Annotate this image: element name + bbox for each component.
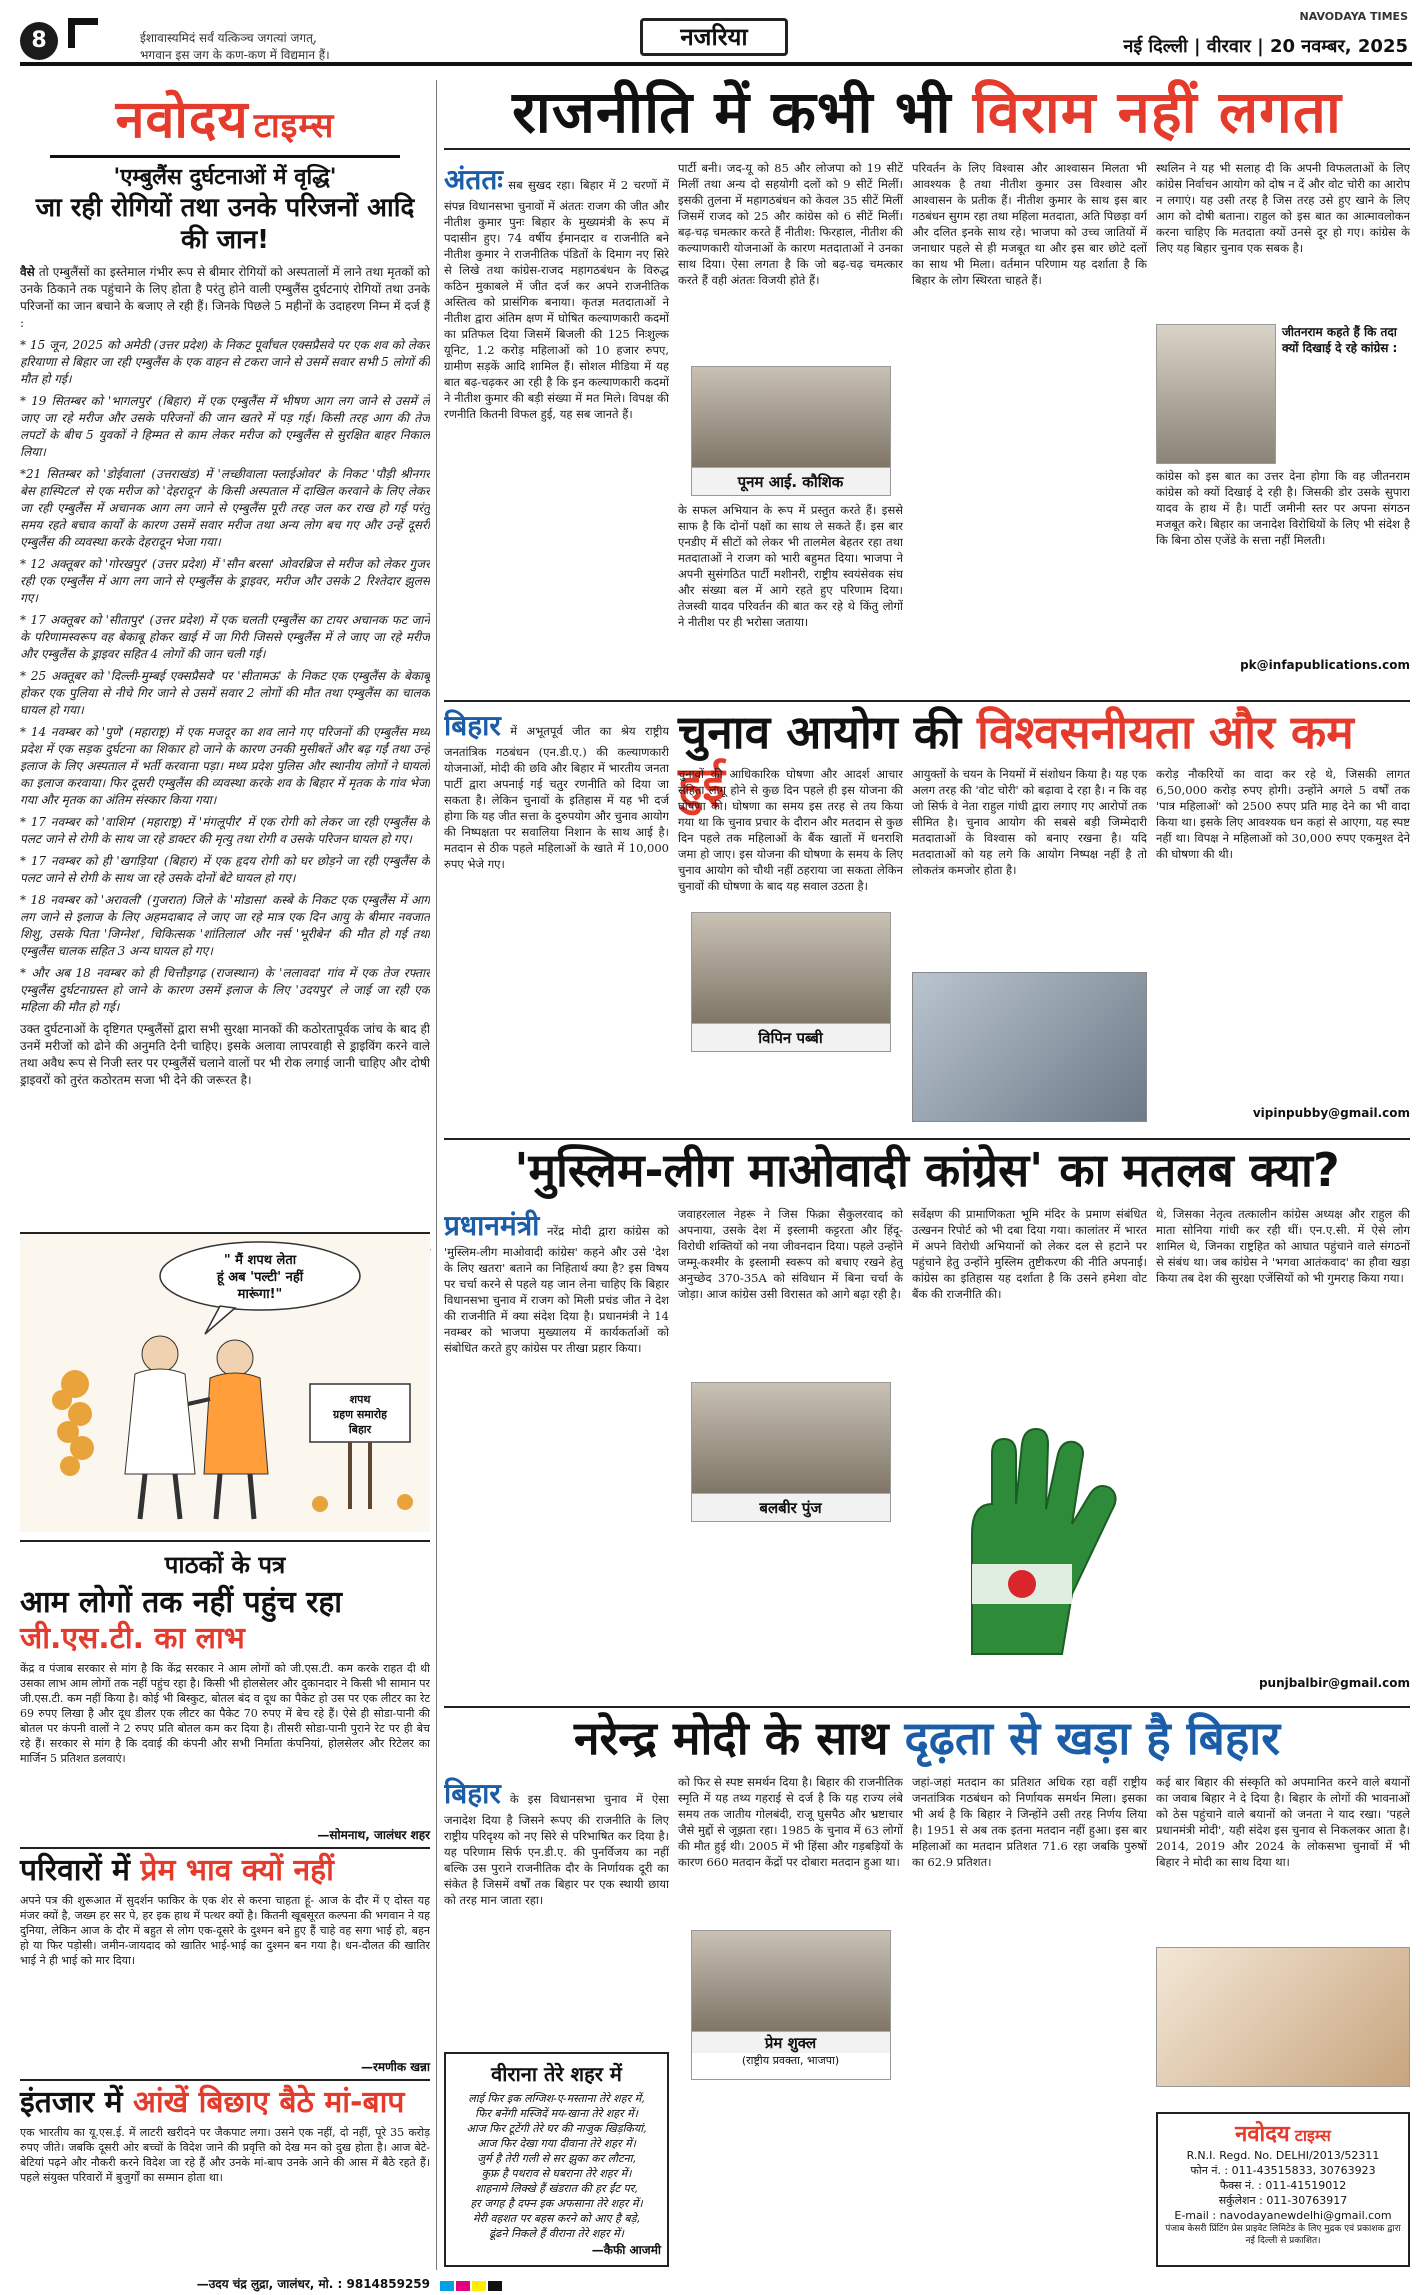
bubble-line: हूं अब 'पल्टी' नहीं <box>216 1270 304 1285</box>
article2-kicker: बिहार <box>444 709 501 742</box>
lead-word: वैसे <box>20 265 35 279</box>
incident-item: * 14 नवम्बर को 'पुणे' (महाराष्ट्र) में एक मजदूर का शव लाने गए परिजनों की एम्बुलैंस मध्य प्रदेश में एक सड़क दुर्घटना का शिकार हो जाने के कारण उनकी मुसीबतें और बढ़ गईं तथा उन्हें इलाज के लिए अस्पताल में भर्ती करवाना पड़ा। मध्य प्रदेश पुलिस और स्थानीय लोगों ने घायलों का इलाज करवाया। फिर दूसरी एम्बुलैंस की व्यवस्था करके शव के बिहार में मृतक के गांव भेजा गया और मृतक का अंतिम संस्कार किया गया। <box>20 725 430 807</box>
editorial <box>20 78 430 1226</box>
poem-line: लाई फिर इक लग्जिश-ए-मस्ताना तेरे शहर में, <box>468 2092 645 2105</box>
article1-headline-a: राजनीति में कभी भी <box>512 78 952 146</box>
article1-headline <box>444 80 1410 150</box>
article4-headline-b: दृढ़ता से खड़ा है बिहार <box>904 1711 1281 1765</box>
election-commission-photo <box>912 972 1147 1122</box>
author-photo <box>692 1383 890 1493</box>
editorial-brand <box>20 82 430 153</box>
article2-byline <box>691 912 891 1052</box>
article1-col4 <box>1156 160 1410 690</box>
article1-col1 <box>444 160 669 690</box>
modi-photo <box>1156 1947 1410 2087</box>
page-header <box>0 0 1428 78</box>
hand-symbol-icon <box>912 1414 1147 1664</box>
poem-box <box>444 2052 669 2267</box>
article2-email: vipinpubby@gmail.com <box>1252 1106 1410 1120</box>
page-number: 8 <box>20 22 58 60</box>
article4-col2 <box>678 1774 903 2269</box>
article3-text-c: सर्वेक्षण की प्रामाणिकता भूमि मंदिर के प्रमाण संबंधित उत्खनन रिपोर्ट को भी दबा दिया गया। कालांतर में भारत में अपने विरोधी अभियानों को लेकर दल से हटाने पर पहुंचाने हेतु उन्होंने मुस्लिम तुष्टीकरण की नीति अपनाई। कांग्रेस का इतिहास यह दर्शाता है कि उसने हमेशा वोट बैंक की राजनीति की। <box>912 1207 1147 1301</box>
cartoon-bubble <box>170 1252 350 1303</box>
author-name: प्रेम शुक्ल <box>692 2031 890 2053</box>
poem-line: फिर बनेंगी मस्जिदें मय-खाना तेरे शहर में। <box>475 2107 638 2120</box>
poem-title: वीराना तेरे शहर में <box>491 2062 622 2086</box>
letters-divider <box>20 1847 430 1849</box>
imprint-email-line <box>1162 2208 1404 2223</box>
article-4 <box>444 1712 1410 2272</box>
board-line: शपथ <box>349 1393 371 1406</box>
article3-byline <box>691 1382 891 1522</box>
corner-mark-icon <box>68 18 98 48</box>
poem-line: जुर्म है तेरी गली से सर झुका कर लौटना, <box>477 2152 636 2165</box>
imprint-reg: R.N.I. Regd. No. DELHI/2013/52311 <box>1186 2149 1380 2162</box>
letter2-title-a: परिवारों में <box>20 1853 130 1888</box>
poem-body <box>452 2091 661 2241</box>
letter1-title <box>20 1585 430 1657</box>
letter3-title <box>20 2085 430 2121</box>
article3-headline-b: का मतलब क्या? <box>1059 1143 1340 1197</box>
column-divider <box>436 80 437 2270</box>
editorial-title-2: जा रही रोगियों तथा उनके परिजनों आदि की जान! <box>35 193 415 255</box>
article4-col1 <box>444 1774 669 2044</box>
article4-headline-a: नरेन्द्र मोदी के साथ <box>573 1711 889 1765</box>
article2-col2 <box>678 766 903 1131</box>
lead-text: तो एम्बुलैंसों का इस्तेमाल गंभीर रूप से बीमार रोगियों को अस्पतालों में लाने तथा मृतकों को उनके ठिकाने तक पहुंचाने के लिए होता है परंतु होने वाली एम्बुलैंस दुर्घटनाएं रोगियों तथा उनके परिजनों का जान बचाने के बजाए ले रही हैं। जिनके पिछले 5 महीनों के उदाहरण निम्न में दर्ज हैं : <box>20 265 430 330</box>
article2-col4 <box>1156 766 1410 1131</box>
black-swatch <box>488 2281 502 2291</box>
poem-line: हर जगह है दफ्न इक अफसाना तेरे शहर में। <box>470 2197 643 2210</box>
article-3 <box>444 1144 1410 1704</box>
letter1-body: केंद्र व पंजाब सरकार से मांग है कि केंद्र सरकार ने आम लोगों को जी.एस.टी. कम करके राहत दी थी उसका लाभ आम लोगों तक नहीं पहुंच रहा है। किसी भी होलसेलर और दुकानदार ने किसी भी सामान पर जी.एस.टी. कम नहीं किया है। कोई भी बिस्कुट, बोतल बंद व दूध का पैकेट हो उस पर एक लीटर का रेट 69 रुपए लिखा है और दूध डीलर एक लीटर का पैकेट 70 रुपए में बेच रहे हैं। ऐसे ही सोडा-पानी की बोतल पर कंपनी वालों ने 2 रुपए प्रति बोतल कम कर दिया है। तीसरी सोडा-पानी पुराने रेट पर ही बेच रहे हैं। सरकार से मांग है कि दवाई की कंपनी और सभी निर्माता कंपनियां, होलसेलर और रिटेलर का मार्जिन 5 प्रतिशत डलवाएं। <box>20 1662 430 1765</box>
incident-item: * और अब 18 नवम्बर को ही चित्तौड़गढ़ (राजस्थान) के 'ललावदा' गांव में एक तेज रफ्तार एम्बुलैंस दुर्घटनाग्रस्त हो जाने के कारण उसमें इलाज के लिए 'उदयपुर' ले जाई जा रही एक महिला की मौत हो गई। <box>20 966 430 1014</box>
imprint-phone: फोन नं. : 011-43515833, 30763923 <box>1190 2164 1376 2177</box>
article4-text-c: जहां-जहां मतदान का प्रतिशत अधिक रहा वहीं राष्ट्रीय जनतांत्रिक गठबंधन को निर्णायक समर्थन मिला। इसका भी अर्थ है कि बिहार ने जिन्होंने उसी तरह निर्णय लिया है। 1951 से अब तक इतना मतदान नहीं हुआ। इस बार महिलाओं का मतदान प्रतिशत 71.6 रहा जबकि पुरुषों का 62.9 प्रतिशत। <box>912 1775 1147 1869</box>
imprint-circulation: सर्कुलेशन : 011-30763917 <box>1218 2194 1348 2207</box>
article1-text-d: परिवर्तन के लिए विश्वास और आश्वासन मिलता भी आवश्यक है तथा नीतीश कुमार उस विश्वास और आश्वासन के प्रतीक हैं। नीतीश कुमार के साथ इस बार गठबंधन सुगम रहा तथा महिला मतदाता, अति पिछड़ा वर्ग और दलित इनके साथ रहे। भाजपा को उच्च जातियों में जनाधार पहले से ही मजबूत था और इस बार छोटे दलों का साथ भी मिला। वर्तमान परिणाम यह दर्शाता है कि बिहार के लोग स्थिरता चाहते हैं। <box>912 161 1147 287</box>
imprint-email-label: E-mail : <box>1174 2209 1217 2222</box>
incident-item: * 15 जून, 2025 को अमेठी (उत्तर प्रदेश) के निकट पूर्वांचल एक्सप्रैसवे पर एक शव को लेकर हरियाणा से बिहार जा रही एम्बुलैंस के एक वाहन से टकरा जाने से उसमें सवार सभी 5 लोगों की मौत हो गई। <box>20 338 430 386</box>
letter1-signature: —सोमनाथ, जालंधर शहर <box>317 1828 430 1842</box>
imprint-brand <box>1162 2118 1404 2148</box>
poem-line: मेरी वहशत पर बहस करने को आए है बड़े, <box>472 2212 641 2225</box>
editorial-body <box>20 264 430 1244</box>
bubble-line: " मैं शपथ लेता <box>223 1253 297 1268</box>
section-title: नजरिया <box>640 18 788 56</box>
article1-text <box>444 160 669 690</box>
incident-item: * 25 अक्तूबर को 'दिल्ली-मुम्बई एक्सप्रैसवे' पर 'सीतामऊ' के निकट एक एम्बुलैंस के बेकाबू होकर एक पुलिया से नीचे गिर जाने से उसमें सवार 2 लोगों की मौत तथा एम्बुलैंस का चालक घायल हो गया। <box>20 669 430 717</box>
article2-col3 <box>912 766 1147 1131</box>
letter2-title <box>20 1853 430 1889</box>
poem-line: ढूंढने निकले हैं वीराना तेरे शहर में। <box>489 2227 624 2240</box>
congress-hand-graphic <box>912 1414 1147 1664</box>
poem-line: आज फिर देखा गया दीवाना तेरे शहर में। <box>477 2137 636 2150</box>
article2-text-a: में अभूतपूर्व जीत का श्रेय राष्ट्रीय जनतांत्रिक गठबंधन (एन.डी.ए.) की कल्याणकारी योजनाओं, मोदी की छवि और बिहार में भारतीय जनता पार्टी द्वारा अपनाई गई चतुर रणनीति को दिया जा सकता है। लेकिन चुनावों के इतिहास में यह भी दर्ज होगा कि यह जीत सत्ता के दुरुपयोग और चुनाव आयोग की निष्पक्षता पर सवालिया निशान के साथ आई है। मतदान से ठीक पहले महिलाओं के खाते में 10,000 रुपए भेजे गए। <box>444 724 669 871</box>
article3-headline <box>444 1144 1410 1196</box>
header-rule <box>20 62 1412 66</box>
incident-item: * 17 नवम्बर को 'वाशिम' (महाराष्ट्र) में 'मंगलूपीर' में एक रोगी को लेकर जा रही एम्बुलैंस के पलट जाने से रोगी के साथ जा रहे डाक्टर की मृत्यु तथा रोगी व उसके परिजन घायल हो गए। <box>20 815 430 846</box>
incident-item: * 19 सितम्बर को 'भागलपुर' (बिहार) में एक एम्बुलैंस में भीषण आग लग जाने से उसमें ले जाए जा रहे मरीज और उसके परिजनों की जान खतरे में पड़ गई। किसी तरह आग की तेज लपटों के बीच 5 युवकों ने हिम्मत से काम लेकर मरीज को एम्बुलैंस से सुरक्षित बाहर निकाल लिया। <box>20 394 430 459</box>
article-2 <box>444 706 1410 1136</box>
letter2-body: अपने पत्र की शुरूआत में सुदर्शन फाकिर के एक शेर से करना चाहता हूं- आज के दौर में ए दोस्त यह मंजर क्यों है, जख्म हर सर पे, हर इक हाथ में पत्थर क्यों है। कितनी खूबसूरत कल्पना की भगवान ने यह दुनिया, लेकिन आज के दौर में बहुत से लोग एक-दूसरे के दुश्मन बने हुए हैं चाहे वह सगा भाई हो, बहन हो या फिर पड़ोसी। जमीन-जायदाद को खातिर भाई-भाई का दुश्मन बन गया है। धन-दौलत की खातिर भाई ने ही भाई को मार दिया। <box>20 1894 430 1967</box>
magenta-swatch <box>456 2281 470 2291</box>
article2-headline-b: विश्वसनीयता और कम हुई <box>678 705 1354 811</box>
incident-item: * 18 नवम्बर को 'अरावली' (गुजरात) जिले के 'मोडासा' कस्बे के निकट एक एम्बुलैंस में आग लग जाने से इलाज के लिए अहमदाबाद ले जाए जा रहे मात्र एक दिन आयु के बीमार नवजात शिशु, उसके पिता 'जिग्नेश', चिकित्सक 'शांतिलाल' और नर्स 'भूरीबेन' की मौत हो गई तथा एम्बुलैंस चालक सहित 3 अन्य घायल हो गए। <box>20 893 430 958</box>
article4-text-d: कई बार बिहार की संस्कृति को अपमानित करने वाले बयानों का जवाब बिहार ने दे दिया है। बिहार के लोगों की भावनाओं को ठेस पहुंचाने वाले बयानों को जनता ने याद रखा। 'पहले प्रधानमंत्री मोदी', यही संदेश इस चुनाव से निकलकर आता है। 2014, 2019 और 2024 के लोकसभा चुनावों में भी बिहार ने मोदी का साथ दिया था। <box>1156 1775 1410 1869</box>
letter3-signature: —उदय चंद्र लुद्रा, जालंधर, मो. : 9814859259 <box>196 2277 430 2291</box>
letters <box>20 1540 430 2291</box>
imprint-fax: फैक्स नं. : 011-41519012 <box>1219 2179 1347 2192</box>
brand-name: नवोदय <box>115 89 249 150</box>
article1-text-c: के सफल अभियान के रूप में प्रस्तुत करते हैं। इससे साफ है कि दोनों पक्षों का साथ ले सकते हैं। इस बार एनडीए में सीटों को लेकर भी तालमेल बेहतर रहा तथा मतदाताओं ने राजग को भारी बहुमत दिया। भाजपा ने अपनी सुसंगठित पार्टी मशीनरी, राष्ट्रीय स्वयंसेवक संघ और संख्या बल में आगे रहते हुए परिणाम दिया। तेजस्वी यादव परिवर्तन की बात कर रहे थे किंतु लोगों ने नीतीश पर ही भरोसा जताया। <box>678 503 903 629</box>
incident-item: * 17 अक्तूबर को 'सीतापुर' (उत्तर प्रदेश) में एक चलती एम्बुलैंस का टायर अचानक फट जाने के परिणामस्वरूप वह बेकाबू होकर खाई में जा गिरी जिससे एम्बुलैंस में ले जाए जा रहे मरीज और एम्बुलैंस के ड्राइवर सहित 4 लोगों की जान चली गई। <box>20 613 430 661</box>
article4-col4 <box>1156 1774 1410 2104</box>
article2-text-b: चुनावों की आधिकारिक घोषणा और आदर्श आचार संहिता लागू होने से कुछ दिन पहले ही इस योजना की घोषणा की। घोषणा का समय इस तरह से तय किया गया था कि चुनाव प्रचार के दौरान और मतदान से कुछ दिन पहले तक महिलाओं के बैंक खातों में धनराशि जमा हो जाए। इस योजना की घोषणा के समय के लिए चुनाव आयोग को चौथी नहीं ठहराया जा सकता लेकिन चुनावों की घोषणा के बाद यह सवाल उठता है। <box>678 767 903 893</box>
letter1-title-a: आम लोगों तक नहीं पहुंच रहा <box>20 1585 343 1620</box>
letter1-title-b: जी.एस.टी. का लाभ <box>20 1621 245 1656</box>
article3-col1 <box>444 1206 669 1701</box>
author-name: पूनम आई. कौशिक <box>692 467 890 495</box>
cyan-swatch <box>440 2281 454 2291</box>
article3-col2 <box>678 1206 903 1701</box>
letters-divider <box>20 2079 430 2081</box>
article3-kicker: प्रधानमंत्री <box>444 1209 540 1242</box>
brand-rule <box>50 155 400 158</box>
imprint-email[interactable]: navodayanewdelhi@gmail.com <box>1219 2209 1392 2222</box>
article1-byline <box>691 366 891 496</box>
article1-photo <box>1156 324 1276 464</box>
article3-text-a: नरेंद्र मोदी द्वारा कांग्रेस को 'मुस्लिम-लीग माओवादी कांग्रेस' कहने और उसे 'देश के लिए खतरा' बताने का निहितार्थ क्या है? इस विषय पर चर्चा करने से पहले यह जान लेना चाहिए कि बिहार विधानसभा चुनाव में राजग को मिली प्रचंड जीत ने देश की राजनीति में क्या संदेश दिया है। प्रधानमंत्री ने 14 नवम्बर को भाजपा मुख्यालय में कार्यकर्ताओं को संबोधित करते हुए कांग्रेस पर तीखा प्रहार किया। <box>444 1224 669 1355</box>
article3-text-d: थे, जिसका नेतृत्व तत्कालीन कांग्रेस अध्यक्ष और राहुल की माता सोनिया गांधी कर रही थीं। एन.ए.सी. में ऐसे लोग शामिल थे, जिनका राष्ट्रहित को आघात पहुंचाने वाले संगठनों से संबंध था। जब कांग्रेस ने 'भगवा आतंकवाद' का हौवा खड़ा किया तब देश की सुरक्षा एजेंसियों को भी गुमराह किया गया। <box>1156 1207 1410 1285</box>
yellow-swatch <box>472 2281 486 2291</box>
article1-kicker: अंततः <box>444 163 503 196</box>
paper-name: NAVODAYA TIMES <box>1299 10 1408 23</box>
editorial-title-1: 'एम्बुलैंस दुर्घटनाओं में वृद्धि' <box>113 165 337 190</box>
section-divider <box>444 1706 1410 1708</box>
article4-text-b: को फिर से स्पष्ट समर्थन दिया है। बिहार की राजनीतिक स्मृति में यह तथ्य गहराई से दर्ज है कि यह राज्य लंबे समय तक जातीय गोलबंदी, राजू घुसपैठ और भ्रष्टाचार जैसे मुद्दों से जूझता रहा। 1985 के चुनाव में 63 लोगों की मौत हुई थी। 2005 में भी हिंसा और गड़बड़ियों के कारण 660 मतदान केंद्रों पर दोबारा मतदान हुआ था। <box>678 1775 903 1869</box>
author-role: (राष्ट्रीय प्रवक्ता, भाजपा) <box>741 2054 840 2067</box>
author-name: विपिन पब्बी <box>692 1023 890 1051</box>
poem-line: कुफ्र है पथराव से घबराना तेरे शहर में। <box>481 2167 632 2180</box>
letters-title: पाठकों के पत्र <box>164 1551 286 1579</box>
article2-col1 <box>444 706 669 1131</box>
article4-col3 <box>912 1774 1147 2269</box>
article1-text-a: सब सुखद रहा। बिहार में 2 चरणों में संपन्न विधानसभा चुनावों में अंततः राजग की जीत और नीतीश कुमार पुनः बिहार के मुख्यमंत्री के रूप में पदासीन हुए। 74 वर्षीय ईमानदार व राजनीति बने नीतीश कुमार ने राजनीतिक पंडितों के दिमाग नए सिरे से लिखे तथा कांग्रेस-राजद महागठबंधन के विरुद्ध कठिन मुकाबले में जीत दर्ज कर अपने राजनीतिक अस्तित्व को प्रासंगिक बनाया। कृतज्ञ मतदाताओं ने नीतीश द्वारा अंतिम क्षण में घोषित कल्याणकारी कदमों का प्रतिफल दिया जिसमें बिजली की 125 निःशुल्क यूनिट, 1.2 करोड़ महिलाओं को 10 हजार रुपए, ग्रामीण सड़कें आदि शामिल हैं। सोशल मीडिया में यह बात बढ़-चढ़कर आ रही है कि इन कल्याणकारी कदमों ने नीतीश कुमार की बड़ी संख्या में मत मिले। विपक्ष की रणनीति कितनी विफल हुई, यह सब जानते हैं। <box>444 178 669 421</box>
registration-marks <box>440 2276 504 2295</box>
article1-photo-block <box>1156 324 1410 464</box>
editorial-closing: उक्त दुर्घटनाओं के दृष्टिगत एम्बुलैंसों द्वारा सभी सुरक्षा मानकों की कठोरतापूर्वक जांच के बाद ही उनमें मरीजों को ढोने की अनुमति देनी चाहिए। इसके अलावा लापरवाही से ड्राइविंग करने वाले तथा अवैध रूप से निजी स्तर पर एम्बुलैंसें चलाने वालों पर भी रोक लगाई जानी चाहिए और दोषी ड्राइवरों को तुरंत कठोरतम सजा भी देने की जरूरत है। <box>20 1022 430 1087</box>
article1-text-f: कांग्रेस को इस बात का उत्तर देना होगा कि वह जीतनराम कांग्रेस को क्यों दिखाई दे रही है। जिसकी डोर उसके सुपारा यादव के हाथ में है। पार्टी जमीनी स्तर पर अपना संगठन मजबूत करे। बिहार का जनादेश विरोधियों के लिए भी संदेश है कि बिना ठोस एजेंडे के सत्ता नहीं मिलती। <box>1156 469 1410 547</box>
imprint-note: पंजाब केसरी प्रिंटिंग प्रेस प्राइवेट लिमिटेड के लिए मुद्रक एवं प्रकाशक द्वारा नई दिल्ली से प्रकाशित। <box>1165 2224 1401 2246</box>
incident-item: * 12 अक्तूबर को 'गोरखपुर' (उत्तर प्रदेश) में 'सौन बरसा' ओवरब्रिज से मरीज को लेकर गुजर रही एक एम्बुलैंस में आग लग जाने से एम्बुलैंस के ड्राइवर, मरीज और उसके 2 रिश्तेदार झुलस गए। <box>20 557 430 605</box>
article1-col2 <box>678 160 903 690</box>
letter2-title-b: प्रेम भाव क्यों नहीं <box>140 1853 334 1888</box>
article1-headline-b: विराम नहीं लगता <box>972 78 1342 146</box>
article1-text-e: स्थलिन ने यह भी सलाह दी कि अपनी विफलताओं के लिए कांग्रेस निर्वाचन आयोग को दोष न दें और वोट चोरी का आरोप न लगाएं। यह उसी तरह है जिस तरह उसे हुए खाने के लिए आग को दोषी बताना। राहुल को इस बात का आत्मावलोकन करना चाहिए कि मतदाता क्यों उनसे दूर हो गए। कांग्रेस के लिए यह बिहार चुनाव एक सबक है। <box>1156 161 1410 255</box>
board-line: ग्रहण समारोह <box>333 1408 387 1421</box>
article1-text-b: पार्टी बनी। जद-यू को 85 और लोजपा को 19 सीटें मिलीं तथा अन्य दो सहयोगी दलों को 9 सीटें मिलीं। इसकी तुलना में महागठबंधन को केवल 35 सीटें मिलीं जिसमें राजद को 25 और कांग्रेस को 6 सीटें मिलीं। बढ़-चढ़ चमत्कार करते हैं नीतीश: फिरहाल, नीतीश की कल्याणकारी योजनाओं के कारण मतदाताओं ने उनका साथ दिया। ऐसा लगता है कि जो बढ़-चढ़ चमत्कार करते हैं वही अंततः विजयी होते हैं। <box>678 161 903 287</box>
article3-email: punjbalbir@gmail.com <box>1258 1676 1410 1690</box>
article1-subhead: जीतनराम कहते हैं कि तदा क्यों दिखाई दे रहे कांग्रेस : <box>1282 325 1398 355</box>
author-photo <box>692 367 890 467</box>
article4-kicker: बिहार <box>444 1777 501 1810</box>
article4-headline <box>444 1712 1410 1764</box>
poem-signature: —कैफी आजमी <box>591 2243 661 2257</box>
article2-headline-a: चुनाव आयोग की <box>678 705 962 759</box>
article4-byline <box>691 1930 891 2080</box>
article2-text-d: करोड़ नौकरियों का वादा कर रहे थे, जिसकी लागत 6,50,000 करोड़ रुपए होगी। उन्होंने अगले 5 वर्षों तक 'पात्र महिलाओं' को 2500 रुपए प्रति माह देने का भी वादा किया था। इसके लिए आवश्यक धन कहां से आएगा, यह स्पष्ट नहीं था। विपक्ष ने महिलाओं को 30,000 रुपए एकमुश्त देने की घोषणा की थी। <box>1156 767 1410 861</box>
letter2-signature: —रमणीक खन्ना <box>360 2060 430 2074</box>
section-divider <box>444 700 1410 702</box>
poem-line: शाहनामे लिक्खे हैं खंडरात की हर ईंट पर, <box>475 2182 638 2195</box>
quote-line-1: ईशावास्यमिदं सर्वं यत्किञ्च जगत्यां जगत्, <box>140 31 317 45</box>
author-photo <box>692 913 890 1023</box>
bubble-line: मारूंगा!" <box>237 1287 283 1302</box>
article4-text-a: के इस विधानसभा चुनाव में ऐसा जनादेश दिया है जिसने रूपए की राजनीति के लिए राष्ट्रीय परिदृश्य को नए सिरे से परिभाषित कर दिया है। यह परिणाम सिर्फ एन.डी.ए. की पुनर्विजय का नहीं बल्कि उस पुराने राजनीतिक दौर के निर्णायक दूरी का संकेत है जिसमें वर्षों तक बिहार पर एक स्थायी छाया को तरह मान जाता रहा। <box>444 1792 669 1907</box>
cartoon <box>20 1232 430 1532</box>
cartoon-board <box>310 1392 410 1437</box>
letter3-title-a: इंतजार में <box>20 2085 123 2120</box>
article2-text-c: आयुक्तों के चयन के नियमों में संशोधन किया है। यह एक अलग तरह की 'वोट चोरी' को बढ़ावा दे रहा है। न कि वह जो सिर्फ वे नेता राहुल गांधी द्वारा लगाए गए आरोपों तक सीमित है। चुनाव आयोग की सबसे बड़ी जिम्मेदारी मतदाताओं के विश्वास को बनाए रखना है। यदि मतदाताओं को यह लगे कि आयोग निष्पक्ष नहीं है तो लोकतंत्र कमजोर होता है। <box>912 767 1147 877</box>
board-line: बिहार <box>348 1423 372 1436</box>
article3-col4 <box>1156 1206 1410 1701</box>
article3-text-b: जवाहरलाल नेहरू ने जिस फिक्रा सैकुलरवाद को अपनाया, उसके देश में इस्लामी कट्टरता और हिंदू-विरोधी शक्तियों को नया जीवनदान दिया। पहले उन्होंने जम्मू-कश्मीर के इस्लामी स्वरूप को बचाए रखने हेतु अनुच्छेद 370-35A को संविधान में बिना चर्चा के जोड़ा। आज कांग्रेस उसी विरासत को आगे बढ़ा रही है। <box>678 1207 903 1301</box>
poem-line: आज फिर टूटेंगी तेरे घर की नाजुक खिड़कियां, <box>466 2122 647 2135</box>
author-photo <box>692 1931 890 2031</box>
article3-col3 <box>912 1206 1147 1701</box>
author-name: बलबीर पुंज <box>692 1493 890 1521</box>
incident-item: *21 सितम्बर को 'डोईवाला' (उत्तराखंड) में 'लच्छीवाला फ्लाईओवर' के निकट 'पौड़ी श्रीनगर बेस हास्पिटल' से एक मरीज को 'देहरादून' के किसी अस्पताल में दाखिल करवाने के लिए लेकर जा रही एम्बुलैंस में अचानक आग लग जाने से एम्बुलैंस पूरी तरह जल कर राख हो गई परंतु समय रहते बचाव कार्यों के कारण उसमें सवार मरीज तथा अन्य लोग बच गए और उन्हें दूसरी एम्बुलैंस की व्यवस्था करके देहरादून भेजा गया। <box>20 467 430 549</box>
article1-email: pk@infapublications.com <box>1240 658 1410 672</box>
incident-item: * 17 नवम्बर को ही 'खगड़िया' (बिहार) में एक हृदय रोगी को घर छोड़ने जा रही एम्बुलैंस के पलट जाने से रोगी के साथ जा रहे उसके दोनों बेटे घायल हो गए। <box>20 854 430 885</box>
section-divider <box>444 1138 1410 1140</box>
brand-suffix: टाइम्स <box>253 106 335 146</box>
article3-headline-a: 'मुस्लिम-लीग माओवादी कांग्रेस' <box>514 1143 1044 1197</box>
quote-line-2: भगवान इस जग के कण-कण में विद्यमान हैं। <box>140 48 330 62</box>
letter3-title-b: आंखें बिछाए बैठे मां-बाप <box>132 2085 405 2120</box>
article-1 <box>444 80 1410 698</box>
article1-col3 <box>912 160 1147 690</box>
header-quote <box>140 30 470 64</box>
imprint-brand-suffix: टाइम्स <box>1294 2126 1331 2145</box>
imprint-brand-name: नवोदय <box>1235 2121 1290 2147</box>
imprint-box <box>1156 2112 1410 2267</box>
date-line: नई दिल्ली | वीरवार | 20 नवम्बर, 2025 <box>1123 36 1408 57</box>
letter3-body: एक भारतीय का यू.एस.ई. में लाटरी खरीदने पर जैकपाट लगा। उसने एक नहीं, दो नहीं, पूरे 35 करोड़ रुपए जीते। जबकि दूसरी ओर बच्चों के विदेश जाने की प्रवृत्ति को देख मन को दुख होता है। आज बेटे-बेटियां पढ़ने और नौकरी करने विदेश जा रहे हैं और उनके मां-बाप उनके आने की आस में बैठे रहते हैं। पहले संयुक्त परिवारों में बुजुर्गों का सम्मान होता था। <box>20 2126 430 2184</box>
